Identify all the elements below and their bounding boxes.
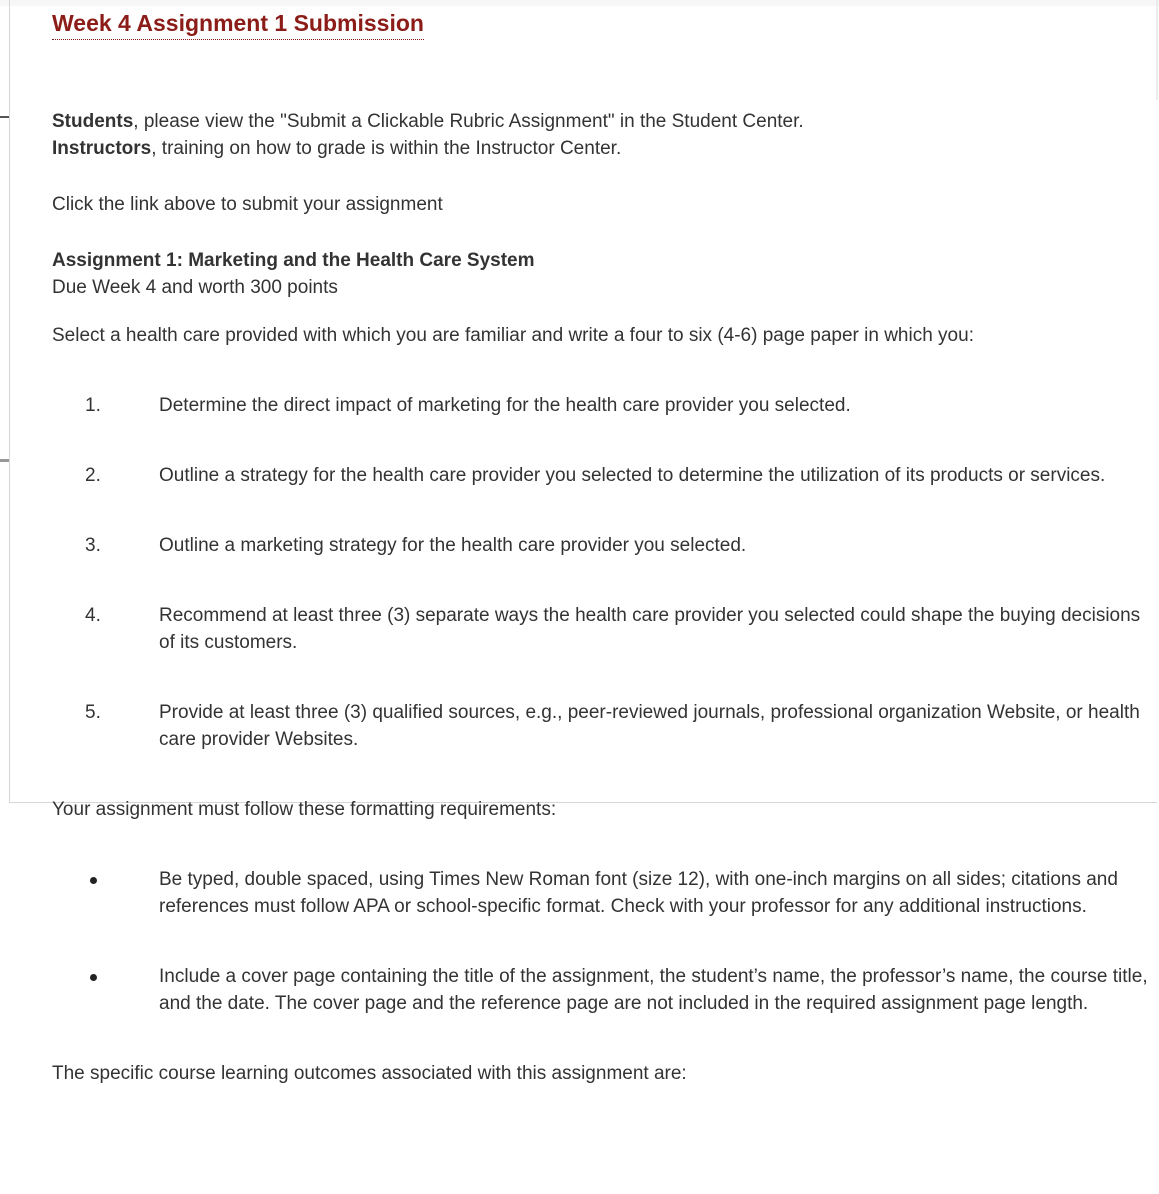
formatting-intro: Your assignment must follow these formatting requirements: <box>52 799 557 820</box>
frame-right-border <box>1156 0 1158 100</box>
frame-tick <box>0 459 9 462</box>
list-item: Include a cover page containing the title of the assignment, the student’s name, the professor’s name, the course title, and the date. The cover page and the reference page are not included in the required assignment page length. <box>52 963 1157 1017</box>
frame-tick <box>0 116 9 118</box>
bullet-icon <box>90 974 97 981</box>
submit-instruction: Click the link above to submit your assignment <box>52 194 443 215</box>
assignment-body <box>52 108 1157 1087</box>
students-note: Students, please view the "Submit a Clickable Rubric Assignment" in the Student Center. <box>52 111 804 132</box>
students-label: Students <box>52 111 134 132</box>
assignment-prompt: Select a health care provided with which you are familiar and write a four to six (4-6) page paper in which you: <box>52 325 974 346</box>
outcomes-intro: The specific course learning outcomes associated with this assignment are: <box>52 1063 687 1084</box>
assignment-heading: Assignment 1: Marketing and the Health Care System <box>52 250 535 271</box>
page-title-link[interactable]: Week 4 Assignment 1 Submission <box>52 9 424 40</box>
instructors-label: Instructors <box>52 138 152 159</box>
list-item: Be typed, double spaced, using Times New Roman font (size 12), with one-inch margins on all sides; citations and references must follow APA or school-specific format. Check with your professor for any additional instructions. <box>52 866 1157 920</box>
list-item: 5. Provide at least three (3) qualified sources, e.g., peer-reviewed journals, professional organization Website, or health care provider Websites. <box>85 702 1140 750</box>
list-item: 4. Recommend at least three (3) separate ways the health care provider you selected could shape the buying decisions of its customers. <box>85 605 1141 653</box>
requirements-list <box>52 392 1157 753</box>
list-item: 2. Outline a strategy for the health care provider you selected to determine the utilization of its products or services. <box>85 465 1106 486</box>
bullet-icon <box>90 877 97 884</box>
list-item: 3. Outline a marketing strategy for the health care provider you selected. <box>85 535 747 556</box>
instructors-note: Instructors, training on how to grade is within the Instructor Center. <box>52 138 622 159</box>
due-info: Due Week 4 and worth 300 points <box>52 277 338 298</box>
formatting-list <box>52 866 1157 1017</box>
list-item: 1. Determine the direct impact of marketing for the health care provider you selected. <box>85 395 851 416</box>
